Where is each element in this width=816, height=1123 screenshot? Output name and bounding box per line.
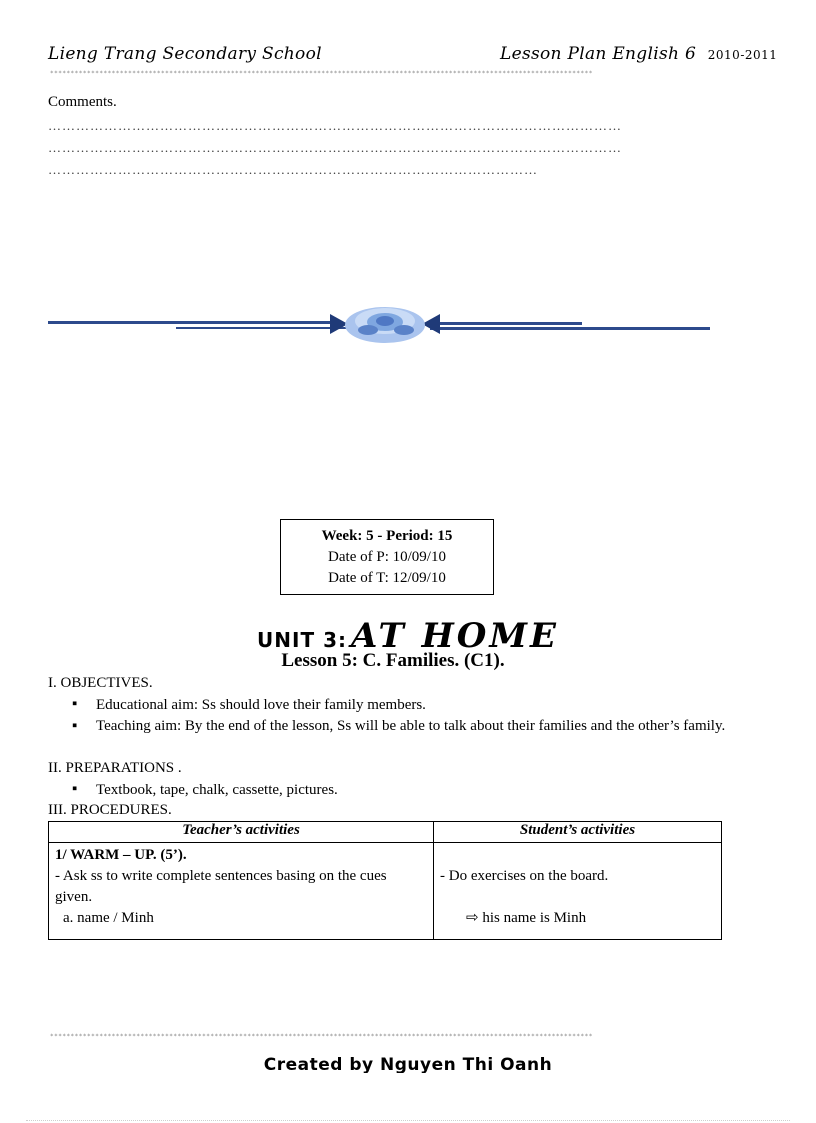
lesson-info-box [280,519,494,595]
page-edge-rule [26,1120,790,1121]
teacher-activities-cell [49,843,434,940]
ribbon-right [430,322,582,325]
teacher-cue: a. name / Minh [63,910,154,926]
table-header-row [49,822,722,843]
preparations-heading: II. PREPARATIONS . [48,760,182,776]
rose-icon [345,307,425,343]
objectives-heading: I. OBJECTIVES. [48,675,153,691]
header-plan [500,44,777,64]
date-of-teaching: Date of T: 12/09/10 [328,570,446,586]
header-plan-title: Lesson Plan English 6 [500,44,697,64]
lesson-title: Lesson 5: C. Families. (C1). [281,650,505,671]
ribbon-left-lower [176,327,346,329]
header-school: Lieng Trang Secondary School [48,44,322,64]
rose-divider [48,300,710,350]
unit-name: AT HOME [351,616,559,656]
student-answer: his name is Minh [482,910,587,926]
student-answer-row [440,908,715,929]
comment-line-1: …………………………………………………………………………………………………………… [48,118,622,133]
objective-teaching: Teaching aim: By the end of the lesson, Ss will be able to talk about their families and the other’s family. [96,718,726,734]
ribbon-right-lower [430,327,710,330]
bullet-icon: ▪ [72,696,78,712]
student-activities-cell [434,843,722,940]
objective-educational: Educational aim: Ss should love their family members. [96,697,426,713]
col-teacher-header: Teacher’s activities [49,822,434,843]
comment-line-2: …………………………………………………………………………………………………………… [48,140,622,155]
unit-prefix: UNIT 3: [257,628,347,652]
footer-star-rule: ************************************************************************************************************************************ [50,1033,593,1040]
week-period: Week: 5 - Period: 15 [321,528,453,544]
procedures-table [48,821,722,940]
student-instruction: - Do exercises on the board. [440,868,609,884]
header-year: 2010-2011 [707,48,778,62]
comment-line-3: …………………………………………………………………………………………… [48,162,538,177]
footer-author: Created by Nguyen Thi Oanh [263,1055,553,1073]
date-of-preparation: Date of P: 10/09/10 [328,549,446,565]
ribbon-left [48,321,338,324]
table-row [49,843,722,940]
teacher-instruction: - Ask ss to write complete sentences basing on the cues given. [55,868,387,905]
col-student-header: Student’s activities [434,822,722,843]
bullet-icon: ▪ [72,781,78,797]
comments-label: Comments. [48,94,117,110]
warmup-title: 1/ WARM – UP. (5’). [55,847,187,863]
bullet-icon: ▪ [72,718,78,734]
header-star-rule: ************************************************************************************************************************************ [50,70,593,77]
arrow-right-icon: ⇨ [466,910,479,926]
preparation-item: Textbook, tape, chalk, cassette, pictures. [96,782,338,798]
procedures-heading: III. PROCEDURES. [48,802,172,818]
